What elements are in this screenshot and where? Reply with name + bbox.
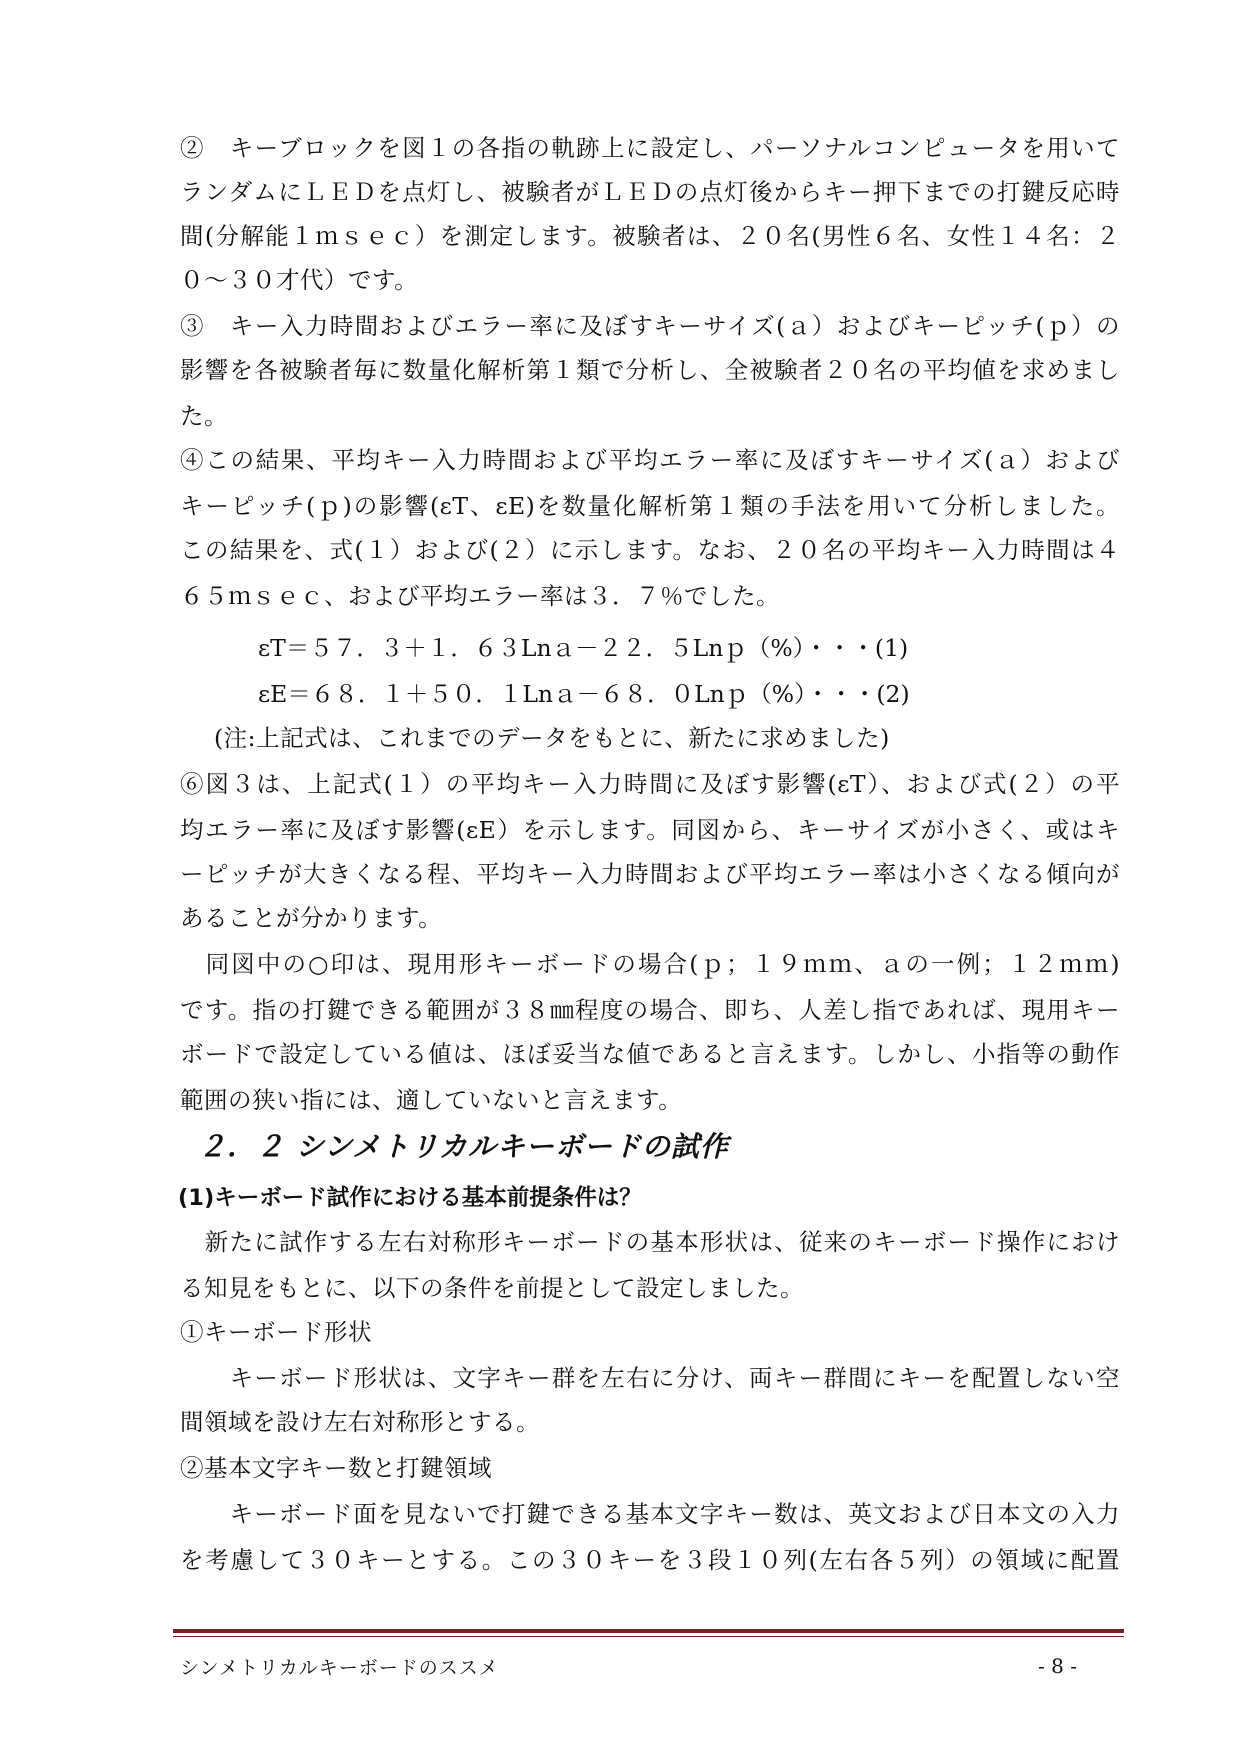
equation-2: εE＝６８．１＋５０．１Lnａ－６８．０Lnｐ（%）・・・(2): [258, 680, 910, 708]
subsection-heading: (1)キーボード試作における基本前提条件は？: [178, 1185, 642, 1211]
equation-1: εT＝５７．３＋１．６３Lnａ－２２．５Lnｐ（%）・・・(1): [258, 634, 909, 662]
body-line: ② キーブロックを図１の各指の軌跡上に設定し、パーソナルコンピュータを用いて: [180, 134, 1120, 162]
body-line: る知見をもとに、以下の条件を前提として設定しました。: [180, 1274, 804, 1302]
body-line: 間領域を設け左右対称形とする。: [180, 1408, 540, 1436]
body-line: 影響を各被験者毎に数量化解析第１類で分析し、全被験者２０名の平均値を求めまし: [180, 356, 1120, 384]
body-line: ーピッチが大きくなる程、平均キー入力時間および平均エラー率は小さくなる傾向が: [180, 860, 1120, 888]
body-line: 同図中の○印は、現用形キーボードの場合(ｐ；１９ｍｍ、ａの一例；１２ｍｍ): [180, 950, 1120, 978]
footer-title: シンメトリカルキーボードのススメ: [180, 1657, 499, 1679]
body-line: キーボード面を見ないで打鍵できる基本文字キー数は、英文および日本文の入力: [180, 1500, 1120, 1528]
body-line: ６５ｍｓｅｃ、および平均エラー率は３．７％でした。: [180, 582, 780, 610]
body-line: ランダムにＬＥＤを点灯し、被験者がＬＥＤの点灯後からキー押下までの打鍵反応時: [180, 178, 1120, 206]
body-line: 新たに試作する左右対称形キーボードの基本形状は、従来のキーボード操作におけ: [180, 1228, 1120, 1256]
footer-rule: [173, 1629, 1124, 1633]
body-line: 均エラー率に及ぼす影響(εE）を示します。同図から、キーサイズが小さく、或はキ: [180, 816, 1120, 844]
body-line: あることが分かります。: [180, 904, 443, 932]
body-line: ０～３０才代）です。: [180, 266, 419, 294]
body-line: です。指の打鍵できる範囲が３８㎜程度の場合、即ち、人差し指であれば、現用キー: [180, 996, 1120, 1024]
page-number: - 8 -: [1038, 1654, 1077, 1678]
body-line: 範囲の狭い指には、適していないと言えます。: [180, 1086, 683, 1114]
body-line: た。: [180, 402, 228, 430]
body-line: ボードで設定している値は、ほぼ妥当な値であると言えます。しかし、小指等の動作: [180, 1040, 1120, 1068]
body-line: ①キーボード形状: [180, 1318, 372, 1346]
body-line: ⑥図３は、上記式(１）の平均キー入力時間に及ぼす影響(εT）、および式(２）の平: [180, 770, 1120, 798]
body-line: 間(分解能１ｍｓｅｃ）を測定します。被験者は、２０名(男性６名、女性１４名：２: [180, 222, 1120, 250]
body-line: キーボード形状は、文字キー群を左右に分け、両キー群間にキーを配置しない空: [180, 1364, 1120, 1392]
section-heading: ２．２ シンメトリカルキーボードの試作: [198, 1130, 729, 1163]
body-line: を考慮して３０キーとする。この３０キーを３段１０列(左右各５列）の領域に配置: [180, 1546, 1120, 1574]
body-line: ②基本文字キー数と打鍵領域: [180, 1454, 492, 1482]
body-line: この結果を、式(１）および(２）に示します。なお、２０名の平均キー入力時間は４: [180, 536, 1120, 564]
body-line: キーピッチ(ｐ)の影響(εT、εE)を数量化解析第１類の手法を用いて分析しました。: [180, 492, 1120, 520]
footer-rule-thin: [173, 1636, 1124, 1637]
body-line: ④この結果、平均キー入力時間および平均エラー率に及ぼすキーサイズ(ａ）および: [180, 446, 1120, 474]
body-line: ③ キー入力時間およびエラー率に及ぼすキーサイズ(ａ）およびキーピッチ(ｐ）の: [180, 312, 1120, 340]
note-line: (注:上記式は、これまでのデータをもとに、新たに求めました): [214, 724, 890, 752]
